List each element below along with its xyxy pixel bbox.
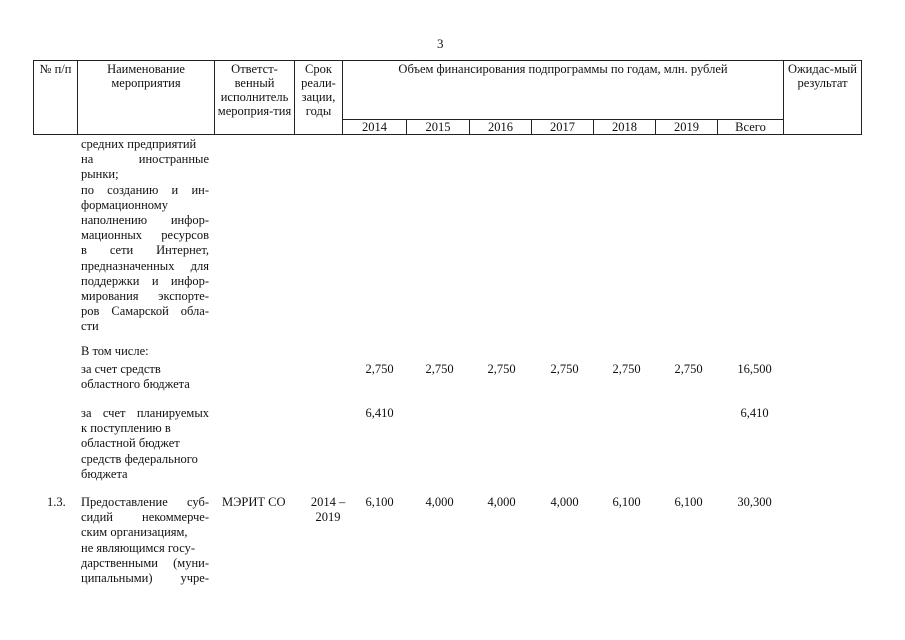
text-line: на иностранные bbox=[81, 152, 209, 167]
row-value-2017: 4,000 bbox=[550, 495, 579, 509]
text-line: в сети Интернет, bbox=[81, 243, 209, 258]
text-line: мирования экспорте- bbox=[81, 289, 209, 304]
text-line: средств федерального bbox=[81, 451, 198, 466]
row-value-2015: 4,000 bbox=[425, 495, 454, 509]
text-line: рынки; bbox=[81, 167, 119, 182]
row-value-2019: 6,100 bbox=[674, 495, 703, 509]
text-line: мационных ресурсов bbox=[81, 228, 209, 243]
header-year: 2015 bbox=[407, 120, 470, 135]
term-start: 2014 – bbox=[310, 495, 346, 509]
text-line: поддержки и инфор- bbox=[81, 273, 209, 288]
regional-value-2014: 2,750 bbox=[365, 362, 394, 376]
regional-value-2018: 2,750 bbox=[612, 362, 641, 376]
row-value-2014: 6,100 bbox=[365, 495, 394, 509]
federal-value-2014: 6,410 bbox=[365, 406, 394, 420]
header-year: 2016 bbox=[470, 120, 532, 135]
header-responsible: Ответст-венный исполнитель мероприя-тия bbox=[215, 61, 295, 135]
text-line: не являющимся госу- bbox=[81, 540, 195, 555]
row-description bbox=[81, 495, 209, 586]
header-financing: Объем финансирования подпрограммы по годам, млн. рублей bbox=[343, 61, 784, 120]
regional-value-2016: 2,750 bbox=[487, 362, 516, 376]
regional-value-2019: 2,750 bbox=[674, 362, 703, 376]
text-line: средних предприятий bbox=[81, 137, 197, 151]
text-line: областной бюджет bbox=[81, 436, 180, 451]
text-line: по созданию и ин- bbox=[81, 182, 209, 197]
header-num: № п/п bbox=[34, 61, 78, 135]
text-line: за счет средств bbox=[81, 362, 161, 376]
federal-value-total: 6,410 bbox=[740, 406, 769, 420]
regional-value-2015: 2,750 bbox=[425, 362, 454, 376]
text-line: ципальными) учре- bbox=[81, 571, 209, 586]
text-line: ров Самарской обла- bbox=[81, 304, 209, 319]
header-year: 2018 bbox=[594, 120, 656, 135]
header-year: 2017 bbox=[532, 120, 594, 135]
text-line: бюджета bbox=[81, 466, 128, 481]
term-end: 2019 bbox=[315, 510, 341, 524]
header-name: Наименование мероприятия bbox=[78, 61, 215, 135]
row-value-2018: 6,100 bbox=[612, 495, 641, 509]
text-line: за счет планируемых bbox=[81, 406, 209, 420]
row-value-2016: 4,000 bbox=[487, 495, 516, 509]
text-line: сидий некоммерче- bbox=[81, 510, 209, 525]
header-year: 2019 bbox=[656, 120, 718, 135]
header-term: Срок реали-зации, годы bbox=[295, 61, 343, 135]
federal-budget-label bbox=[81, 406, 209, 482]
page-number: 3 bbox=[437, 36, 444, 51]
row-value-total: 30,300 bbox=[737, 495, 772, 509]
regional-value-2017: 2,750 bbox=[550, 362, 579, 376]
table-header bbox=[33, 60, 862, 135]
regional-budget-label bbox=[81, 362, 209, 392]
text-line: к поступлению в bbox=[81, 421, 171, 436]
row-term bbox=[306, 495, 350, 525]
header-year: 2014 bbox=[343, 120, 407, 135]
text-line: Предоставление суб- bbox=[81, 495, 209, 509]
header-year-total: Всего bbox=[718, 120, 784, 135]
text-line: формационному bbox=[81, 197, 168, 212]
text-line: сти bbox=[81, 319, 99, 334]
text-line: дарственными (муни- bbox=[81, 555, 209, 570]
regional-value-total: 16,500 bbox=[737, 362, 772, 376]
row-responsible: МЭРИТ СО bbox=[222, 495, 286, 509]
text-line: ским организациям, bbox=[81, 525, 188, 540]
row-number: 1.3. bbox=[47, 495, 66, 509]
text-line: предназначенных для bbox=[81, 258, 209, 273]
header-result: Ожидас-мый результат bbox=[784, 61, 862, 135]
in-total-label: В том числе: bbox=[81, 344, 149, 358]
continued-description bbox=[81, 137, 209, 335]
text-line: областного бюджета bbox=[81, 377, 190, 392]
text-line: наполнению инфор- bbox=[81, 213, 209, 228]
